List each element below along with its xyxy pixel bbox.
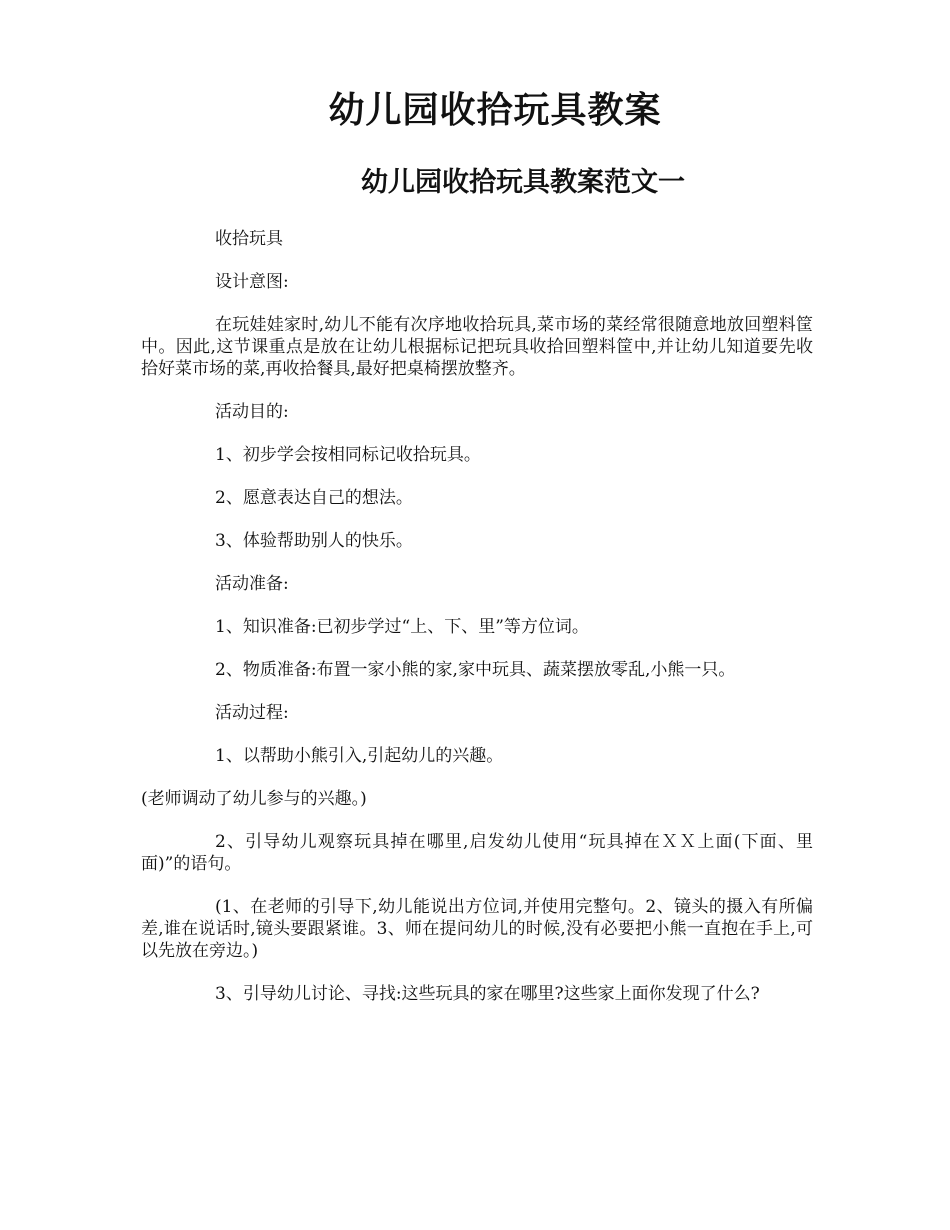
heading-objectives: 活动目的: bbox=[215, 402, 289, 422]
document-title: 幼儿园收拾玩具教案 bbox=[328, 89, 662, 131]
heading-preparation: 活动准备: bbox=[215, 574, 289, 594]
paragraph-note-2: (1、在老师的引导下,幼儿能说出方位词,并使用完整句。2、镜头的摄入有所偏差,谁在说话时,镜头要跟紧谁。3、师在提问幼儿的时候,没有必要把小熊一直抱在手上,可以先放在旁边。) bbox=[141, 897, 813, 961]
document-body bbox=[141, 228, 813, 1026]
list-item-process-3: 3、引导幼儿讨论、寻找:这些玩具的家在哪里?这些家上面你发现了什么? bbox=[215, 984, 760, 1004]
list-item-preparation-1: 1、知识准备:已初步学过“上、下、里”等方位词。 bbox=[215, 617, 589, 637]
document-subtitle: 幼儿园收拾玩具教案范文一 bbox=[361, 167, 685, 198]
paragraph-topic: 收拾玩具 bbox=[215, 229, 283, 249]
paragraph-design-intent: 在玩娃娃家时,幼儿不能有次序地收拾玩具,菜市场的菜经常很随意地放回塑料筐中。因此,这节课重点是放在让幼儿根据标记把玩具收拾回塑料筐中,并让幼儿知道要先收拾好菜市场的菜,再收拾餐具,最好把桌椅摆放整齐。 bbox=[141, 315, 813, 379]
paragraph-note-1: (老师调动了幼儿参与的兴趣。) bbox=[141, 789, 367, 809]
heading-process: 活动过程: bbox=[215, 703, 289, 723]
list-item-process-2: 2、引导幼儿观察玩具掉在哪里,启发幼儿使用“玩具掉在ＸＸ上面(下面、里面)”的语句。 bbox=[141, 832, 813, 874]
list-item-preparation-2: 2、物质准备:布置一家小熊的家,家中玩具、蔬菜摆放零乱,小熊一只。 bbox=[215, 660, 736, 680]
list-item-objective-3: 3、体验帮助别人的快乐。 bbox=[215, 531, 413, 551]
list-item-process-1: 1、以帮助小熊引入,引起幼儿的兴趣。 bbox=[215, 746, 504, 766]
list-item-objective-1: 1、初步学会按相同标记收拾玩具。 bbox=[215, 445, 481, 465]
heading-design-intent: 设计意图: bbox=[215, 272, 289, 292]
list-item-objective-2: 2、愿意表达自己的想法。 bbox=[215, 488, 413, 508]
